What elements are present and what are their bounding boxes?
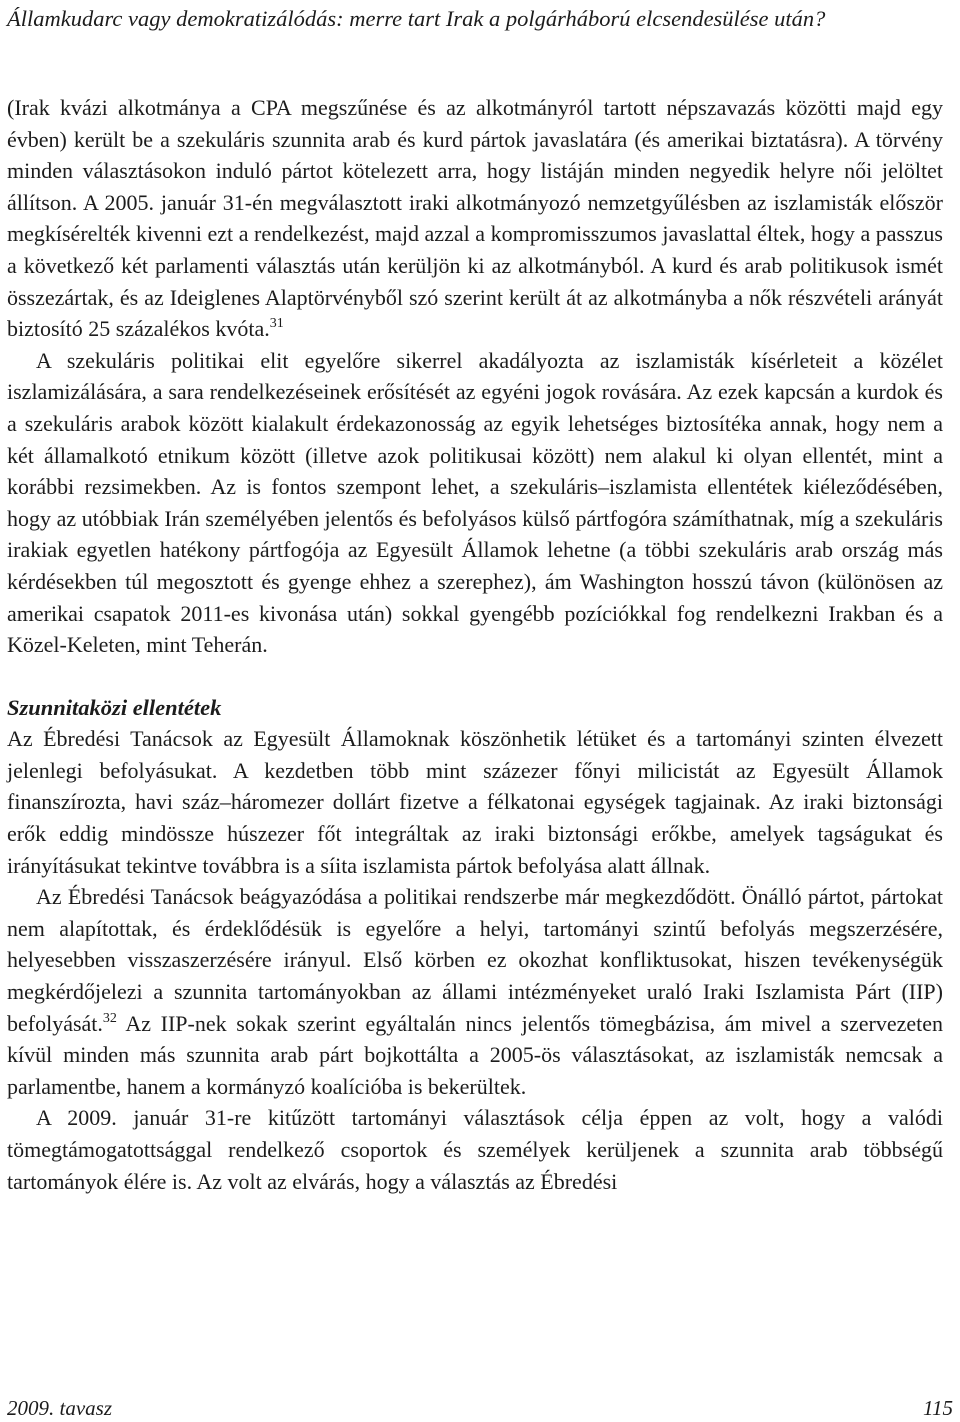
section-paragraph-2-text: Az Ébredési Tanácsok beágyazódása a politikai rendszerbe már megkezdődött. Önálló pártot, pártokat nem alapítottak, és érdeklődésük is egyelőre a helyi, tartományi szintű befolyás megszerzésére, helyesebben visszaszerzésére irányul. Első körben ez okozhat konfliktusokat, hiszen tevékenységük megkérdőjelezi a szunnita tartományokban az állami intézményeket uraló Iraki Iszlamista Párt (IIP) befolyását. [7, 884, 943, 1036]
section-paragraph-3 [7, 1102, 943, 1197]
section-heading: Szunnitaközi ellentétek [7, 694, 222, 720]
section-paragraph-2 [7, 881, 943, 1102]
issue-label: 2009. tavasz [7, 1396, 112, 1420]
running-title: Államkudarc vagy demokratizálódás: merre tart Irak a polgárháború elcsendesülése után? [7, 6, 826, 31]
paragraph-2-text: A szekuláris politikai elit egyelőre sikerrel akadályozta az iszlamisták kísérleteit a közélet iszlamizálására, a sara rendelkezéseinek erősítését az egyéni jogok rovására. Az ezek kapcsán a kurdok és a szekuláris arabok között kialakult érdekazonosság az egyik lehetséges biztosítéka annak, hogy nem a két államalkotó etnikum között (illetve azok politikusai között) nem alakul ki olyan ellentét, mint a korábbi rezsimekben. Az is fontos szempont lehet, a szekuláris–iszlamista ellentétek kiéleződésében, hogy az utóbbiak Irán személyében jelentős és befolyásos külső pártfogóra számíthatnak, míg a szekuláris irakiak egyetlen hatékony pártfogója az Egyesült Államok lehetne (a többi szekuláris arab ország más kérdésekben túl megosztott és gyenge ehhez a szerephez), ám Washington hosszú távon (különösen az amerikai csapatok 2011-es kivonása után) sokkal gyengébb pozíciókkal fog rendelkezni Irakban és a Közel-Keleten, mint Teherán. [7, 347, 943, 658]
section-paragraph-1-text: Az Ébredési Tanácsok az Egyesült Államoknak köszönhetik létüket és a tartományi szinten élvezett jelenlegi befolyásukat. A kezdetben több mint százezer főnyi milicistát az Egyesült Államok finanszírozta, havi száz–háromezer dollárt fizetve a félkatonai egységek tagjainak. Az iraki biztonsági erők eddig mindössze húszezer főt integráltak az iraki biztonsági erőkbe, amelyek tagságukat és irányításukat tekintve továbbra is a síita iszlamista pártok befolyása alatt állnak. [7, 726, 943, 878]
page-number: 115 [923, 1396, 953, 1420]
footnote-ref-32[interactable]: 32 [102, 1010, 117, 1026]
section-paragraph-3-text: A 2009. január 31-re kitűzött tartományi választások célja éppen az volt, hogy a valódi tömegtámogatottsággal rendelkező csoportok és személyek kerüljenek a szunnita arab többségű tartományok élére is. Az volt az elvárás, hogy a választás az Ébredési [7, 1105, 943, 1194]
paragraph-1-text: (Irak kvázi alkotmánya a CPA megszűnése és az alkotmányról tartott népszavazás közötti majd egy évben) került be a szekuláris szunnita arab és kurd pártok javaslatára (és amerikai biztatásra). A törvény minden választásokon induló pártot kötelezett arra, hogy listáján minden negyedik helyre női jelöltet állítson. A 2005. január 31-én megválasztott iraki alkotmányozó nemzetgyűlésben az iszlamisták először megkísérelték kivenni ezt a rendelkezést, majd azzal a kompromisszumos javaslattal éltek, hogy a passzus a következő két parlamenti választás után kerüljön ki az alkotmányból. A kurd és arab politikusok ismét összezártak, és az Ideiglenes Alaptörvényből szó szerint került át az alkotmányba a nők részvételi arányát biztosító 25 százalékos kvóta. [7, 95, 943, 342]
section-paragraph-2-continuation: Az IIP-nek sokak szerint egyáltalán nincs jelentős tömegbázisa, ám mivel a szervezeten kívül minden más szunnita arab párt bojkottálta a 2005-ös választásokat, az iszlamisták nemcsak a parlamentbe, hanem a kormányzó koalícióba is bekerültek. [7, 1010, 943, 1099]
paragraph-2 [7, 345, 943, 661]
footnote-ref-31[interactable]: 31 [269, 316, 284, 332]
article-body [7, 92, 943, 1197]
section-paragraph-1 [7, 723, 943, 881]
paragraph-1 [7, 92, 943, 345]
